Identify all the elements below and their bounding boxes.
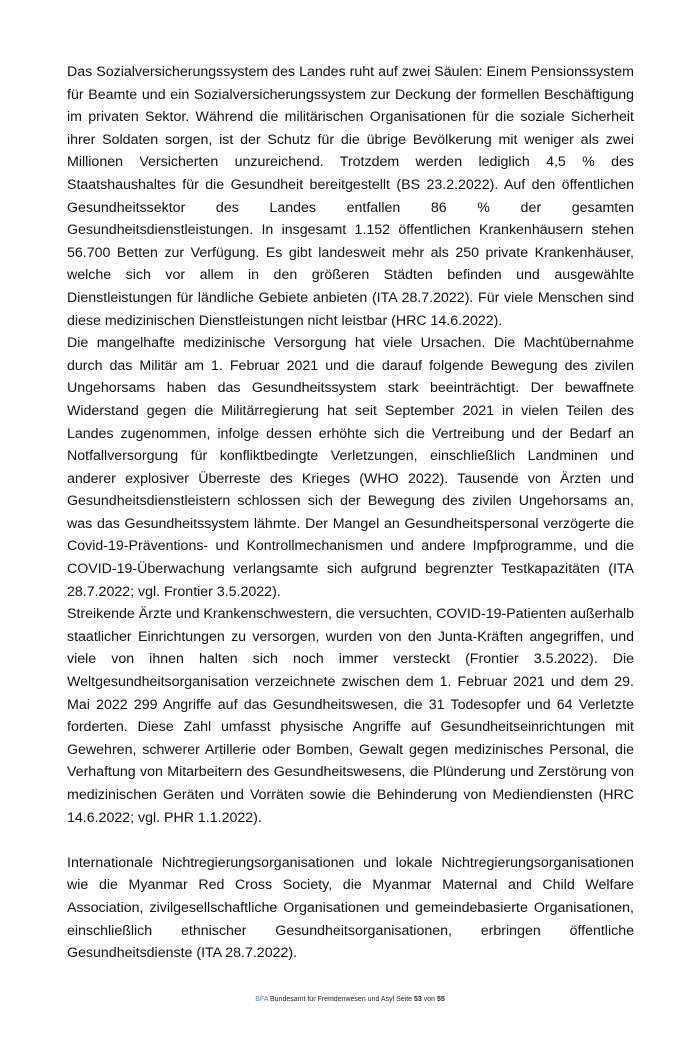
footer-brand: BFA — [255, 995, 269, 1003]
page-footer — [0, 995, 700, 1005]
document-body — [67, 61, 634, 965]
footer-of-label: von — [423, 995, 436, 1003]
paragraph-medical-care-causes: Die mangelhafte medizinische Versorgung hat viele Ursachen. Die Machtübernahme durch das Militär am 1. Februar 2021 und die darauf folgende Bewegung des zivilen Ungehorsams haben das Gesundheitssystem stark beeinträchtigt. Der bewaffnete Widerstand gegen die Militärregierung hat seit September 2021 in vielen Teilen des Landes zugenommen, infolge dessen erhöhte sich die Vertreibung und der Bedarf an Notfallversorgung für konfliktbedingte Verletzungen, einschließlich Landminen und anderer explosiver Überreste des Krieges (WHO 2022). Tausende von Ärzten und Gesundheitsdienstleistern schlossen sich der Bewegung des zivilen Ungehorsams an, was das Gesundheitssystem lähmte. Der Mangel an Gesundheitspersonal verzögerte die Covid-19-Präventions- und Kontrollmechanismen und andere Impfprogramme, und die COVID-19-Überwachung verlangsamte sich aufgrund begrenzter Testkapazitäten (ITA 28.7.2022; vgl. Frontier 3.5.2022). — [67, 335, 634, 600]
paragraph-attacks-on-healthcare: Streikende Ärzte und Krankenschwestern, die versuchten, COVID-19-Patienten außerhalb staatlicher Einrichtungen zu versorgen, wurden von den Junta-Kräften angegriffen, und viele von ihnen halten sich noch immer versteckt (Frontier 3.5.2022). Die Weltgesundheitsorganisation verzeichnete zwischen dem 1. Februar 2021 und dem 29. Mai 2022 299 Angriffe auf das Gesundheitswesen, die 31 Todesopfer und 64 Verletzte forderten. Diese Zahl umfasst physische Angriffe auf Gesundheitseinrichtungen mit Gewehren, schwerer Artillerie oder Bomben, Gewalt gegen medizinisches Personal, die Verhaftung von Mitarbeitern des Gesundheitswesens, die Plünderung und Zerstörung von medizinischen Geräten und Vorräten sowie die Behinderung von Mediendiensten (HRC 14.6.2022; vgl. PHR 1.1.2022). — [67, 606, 635, 826]
footer-org: Bundesamt für Fremdenwesen und Asyl — [270, 995, 395, 1003]
footer-page-number: 53 — [414, 995, 422, 1003]
footer-total-pages: 55 — [437, 995, 445, 1003]
paragraph-ngos: Internationale Nichtregierungsorganisationen und lokale Nichtregierungsorganisationen wie die Myanmar Red Cross Society, die Myanmar Maternal and Child Welfare Association, zivilgesellschaftliche Organisationen und gemeindebasierte Organisationen, einschließlich ethnischer Gesundheitsorganisationen, erbringen öffentliche Gesundheitsdienste (ITA 28.7.2022). — [67, 854, 634, 962]
paragraph-social-insurance: Das Sozialversicherungssystem des Landes ruht auf zwei Säulen: Einem Pensionssystem für Beamte und ein Sozialversicherungssystem zur Deckung der formellen Beschäftigung im privaten Sektor. Während die militärischen Organisationen für die soziale Sicherheit ihrer Soldaten sorgen, ist der Schutz für die übrige Bevölkerung mit weniger als zwei Millionen Versicherten unzureichend. Trotzdem werden lediglich 4,5 % des Staatshaushaltes für die Gesundheit bereitgestellt (BS 23.2.2022). Auf den öffentlichen Gesundheitssektor des Landes entfallen 86 % der gesamten Gesundheitsdienstleistungen. In insgesamt 1.152 öffentlichen Krankenhäusern stehen 56.700 Betten zur Verfügung. Es gibt landesweit mehr als 250 private Krankenhäuser, welche sich vor allem in den größeren Städten befinden und ausgewählte Dienstleistungen für ländliche Gebiete anbieten (ITA 28.7.2022). Für viele Menschen sind diese medizinischen Dienstleistungen nicht leistbar (HRC 14.6.2022). — [67, 64, 634, 329]
footer-page-label: Seite — [396, 995, 413, 1003]
